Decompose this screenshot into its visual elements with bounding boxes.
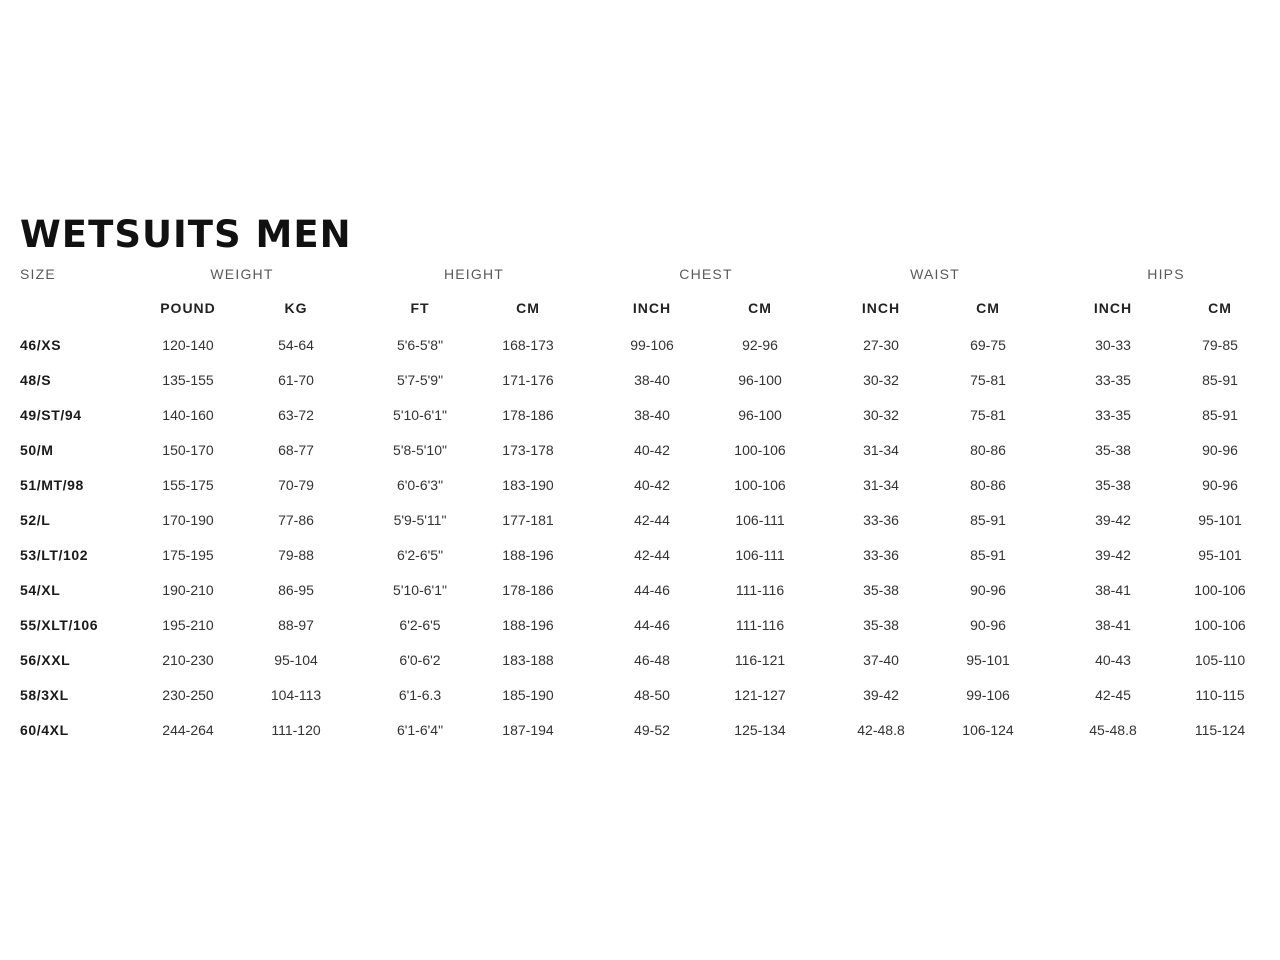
sub-header-waist-inch: INCH xyxy=(861,300,901,316)
cell-size: 56/XXL xyxy=(20,652,71,668)
cell-hips-cm: 90-96 xyxy=(1202,442,1238,458)
cell-hips-inch: 35-38 xyxy=(1095,442,1131,458)
cell-waist-cm: 85-91 xyxy=(970,547,1006,563)
cell-height-cm: 177-181 xyxy=(502,512,554,528)
cell-chest-inch: 40-42 xyxy=(634,477,670,493)
cell-hips-cm: 100-106 xyxy=(1194,617,1246,633)
group-header-weight: WEIGHT xyxy=(210,266,274,282)
cell-waist-cm: 90-96 xyxy=(970,617,1006,633)
cell-weight-kg: 86-95 xyxy=(278,582,314,598)
cell-waist-inch: 33-36 xyxy=(863,512,899,528)
cell-hips-inch: 38-41 xyxy=(1095,582,1131,598)
cell-weight-pound: 120-140 xyxy=(162,337,214,353)
cell-weight-pound: 150-170 xyxy=(162,442,214,458)
cell-chest-cm: 100-106 xyxy=(734,442,786,458)
cell-waist-cm: 80-86 xyxy=(970,442,1006,458)
cell-height-cm: 187-194 xyxy=(502,722,554,738)
cell-size: 58/3XL xyxy=(20,687,69,703)
cell-weight-pound: 155-175 xyxy=(162,477,214,493)
cell-weight-kg: 68-77 xyxy=(278,442,314,458)
cell-size: 49/ST/94 xyxy=(20,407,82,423)
cell-hips-inch: 40-43 xyxy=(1095,652,1131,668)
cell-chest-inch: 49-52 xyxy=(634,722,670,738)
cell-height-ft: 5'6-5'8" xyxy=(396,337,444,353)
cell-chest-cm: 106-111 xyxy=(735,512,785,528)
cell-chest-inch: 48-50 xyxy=(634,687,670,703)
cell-hips-inch: 42-45 xyxy=(1095,687,1131,703)
cell-weight-kg: 70-79 xyxy=(278,477,314,493)
cell-waist-inch: 35-38 xyxy=(863,617,899,633)
table-row xyxy=(0,615,1280,650)
cell-hips-inch: 33-35 xyxy=(1095,407,1131,423)
cell-weight-pound: 244-264 xyxy=(162,722,214,738)
cell-hips-inch: 35-38 xyxy=(1095,477,1131,493)
group-header-chest: CHEST xyxy=(679,266,733,282)
cell-hips-cm: 90-96 xyxy=(1202,477,1238,493)
cell-chest-inch: 40-42 xyxy=(634,442,670,458)
cell-size: 48/S xyxy=(20,372,52,388)
cell-waist-inch: 42-48.8 xyxy=(857,722,905,738)
cell-weight-pound: 170-190 xyxy=(162,512,214,528)
cell-waist-inch: 31-34 xyxy=(863,442,899,458)
cell-waist-cm: 75-81 xyxy=(970,407,1006,423)
cell-chest-cm: 125-134 xyxy=(734,722,786,738)
cell-height-ft: 6'0-6'2 xyxy=(399,652,441,668)
cell-waist-cm: 95-101 xyxy=(966,652,1010,668)
cell-hips-cm: 105-110 xyxy=(1194,652,1246,668)
cell-hips-inch: 38-41 xyxy=(1095,617,1131,633)
cell-weight-pound: 190-210 xyxy=(162,582,214,598)
chart-title: WETSUITS MEN xyxy=(20,213,352,256)
cell-chest-cm: 106-111 xyxy=(735,547,785,563)
cell-chest-inch: 42-44 xyxy=(634,547,670,563)
cell-weight-pound: 210-230 xyxy=(162,652,214,668)
cell-chest-inch: 42-44 xyxy=(634,512,670,528)
cell-chest-cm: 100-106 xyxy=(734,477,786,493)
cell-chest-cm: 92-96 xyxy=(742,337,778,353)
sub-header-hips-cm: CM xyxy=(1208,300,1232,316)
group-header-waist: WAIST xyxy=(910,266,960,282)
cell-height-ft: 6'1-6.3 xyxy=(398,687,442,703)
cell-waist-cm: 106-124 xyxy=(962,722,1014,738)
cell-hips-cm: 95-101 xyxy=(1198,547,1242,563)
cell-hips-cm: 110-115 xyxy=(1195,687,1245,703)
cell-height-ft: 5'10-6'1" xyxy=(393,407,447,423)
cell-waist-cm: 90-96 xyxy=(970,582,1006,598)
table-row xyxy=(0,335,1280,370)
sub-header-weight-kg: KG xyxy=(284,300,308,316)
cell-height-cm: 178-186 xyxy=(502,582,554,598)
cell-height-cm: 171-176 xyxy=(502,372,554,388)
table-row xyxy=(0,650,1280,685)
table-row xyxy=(0,440,1280,475)
table-row xyxy=(0,580,1280,615)
cell-hips-cm: 115-124 xyxy=(1194,722,1246,738)
cell-height-ft: 6'2-6'5" xyxy=(396,547,444,563)
cell-hips-inch: 33-35 xyxy=(1095,372,1131,388)
sub-header-waist-cm: CM xyxy=(976,300,1000,316)
cell-weight-pound: 230-250 xyxy=(162,687,214,703)
cell-height-cm: 188-196 xyxy=(502,617,554,633)
sub-header-weight-pound: POUND xyxy=(160,300,216,316)
cell-hips-cm: 95-101 xyxy=(1198,512,1242,528)
table-row xyxy=(0,510,1280,545)
cell-chest-inch: 44-46 xyxy=(634,582,670,598)
cell-weight-kg: 111-120 xyxy=(271,722,321,738)
cell-chest-cm: 111-116 xyxy=(735,617,785,633)
cell-weight-kg: 63-72 xyxy=(278,407,314,423)
cell-weight-kg: 104-113 xyxy=(270,687,322,703)
sub-header-chest-cm: CM xyxy=(748,300,772,316)
cell-waist-cm: 69-75 xyxy=(970,337,1006,353)
cell-size: 55/XLT/106 xyxy=(20,617,99,633)
cell-weight-kg: 54-64 xyxy=(278,337,314,353)
sub-header-chest-inch: INCH xyxy=(632,300,672,316)
cell-chest-cm: 96-100 xyxy=(738,372,782,388)
cell-weight-kg: 77-86 xyxy=(278,512,314,528)
cell-height-ft: 6'2-6'5 xyxy=(399,617,441,633)
cell-waist-inch: 31-34 xyxy=(863,477,899,493)
table-row xyxy=(0,370,1280,405)
cell-chest-cm: 116-121 xyxy=(734,652,786,668)
cell-waist-cm: 85-91 xyxy=(970,512,1006,528)
sub-header-height-ft: FT xyxy=(410,300,430,316)
cell-height-cm: 183-190 xyxy=(502,477,554,493)
cell-hips-inch: 39-42 xyxy=(1095,547,1131,563)
cell-hips-cm: 85-91 xyxy=(1202,372,1238,388)
cell-chest-inch: 38-40 xyxy=(634,372,670,388)
cell-size: 60/4XL xyxy=(20,722,69,738)
cell-waist-inch: 37-40 xyxy=(863,652,899,668)
table-row xyxy=(0,720,1280,755)
group-header-height: HEIGHT xyxy=(443,266,505,282)
cell-waist-inch: 35-38 xyxy=(863,582,899,598)
cell-hips-inch: 30-33 xyxy=(1095,337,1131,353)
cell-hips-inch: 39-42 xyxy=(1095,512,1131,528)
group-header-size: SIZE xyxy=(20,266,56,282)
cell-waist-cm: 80-86 xyxy=(970,477,1006,493)
cell-height-ft: 5'10-6'1" xyxy=(393,582,447,598)
cell-chest-inch: 46-48 xyxy=(634,652,670,668)
cell-waist-cm: 99-106 xyxy=(966,687,1010,703)
cell-hips-cm: 100-106 xyxy=(1194,582,1246,598)
cell-height-cm: 183-188 xyxy=(502,652,554,668)
cell-waist-inch: 27-30 xyxy=(863,337,899,353)
cell-weight-kg: 61-70 xyxy=(278,372,314,388)
cell-weight-kg: 95-104 xyxy=(274,652,318,668)
cell-weight-pound: 140-160 xyxy=(162,407,214,423)
cell-height-ft: 5'8-5'10" xyxy=(393,442,447,458)
cell-height-ft: 6'1-6'4" xyxy=(396,722,444,738)
cell-waist-inch: 33-36 xyxy=(863,547,899,563)
cell-waist-inch: 39-42 xyxy=(863,687,899,703)
cell-height-cm: 188-196 xyxy=(502,547,554,563)
cell-size: 51/MT/98 xyxy=(20,477,84,493)
cell-height-cm: 185-190 xyxy=(502,687,554,703)
cell-height-cm: 173-178 xyxy=(502,442,554,458)
cell-chest-cm: 111-116 xyxy=(735,582,785,598)
cell-weight-pound: 195-210 xyxy=(162,617,214,633)
cell-waist-inch: 30-32 xyxy=(863,407,899,423)
table-row xyxy=(0,405,1280,440)
cell-chest-cm: 121-127 xyxy=(734,687,786,703)
group-header-hips: HIPS xyxy=(1147,266,1185,282)
cell-waist-cm: 75-81 xyxy=(970,372,1006,388)
cell-hips-cm: 85-91 xyxy=(1202,407,1238,423)
cell-chest-inch: 99-106 xyxy=(630,337,674,353)
cell-height-ft: 6'0-6'3" xyxy=(396,477,444,493)
cell-chest-inch: 44-46 xyxy=(634,617,670,633)
cell-height-ft: 5'9-5'11" xyxy=(393,512,447,528)
cell-weight-pound: 175-195 xyxy=(162,547,214,563)
sub-header-hips-inch: INCH xyxy=(1093,300,1133,316)
cell-waist-inch: 30-32 xyxy=(863,372,899,388)
cell-weight-pound: 135-155 xyxy=(162,372,214,388)
cell-size: 46/XS xyxy=(20,337,62,353)
table-row xyxy=(0,475,1280,510)
cell-size: 54/XL xyxy=(20,582,61,598)
cell-height-ft: 5'7-5'9" xyxy=(396,372,444,388)
cell-height-cm: 168-173 xyxy=(502,337,554,353)
table-row xyxy=(0,545,1280,580)
table-row xyxy=(0,685,1280,720)
cell-chest-inch: 38-40 xyxy=(634,407,670,423)
cell-chest-cm: 96-100 xyxy=(738,407,782,423)
cell-weight-kg: 88-97 xyxy=(278,617,314,633)
cell-weight-kg: 79-88 xyxy=(278,547,314,563)
cell-hips-inch: 45-48.8 xyxy=(1089,722,1137,738)
cell-size: 50/M xyxy=(20,442,54,458)
cell-hips-cm: 79-85 xyxy=(1202,337,1238,353)
sub-header-height-cm: CM xyxy=(516,300,540,316)
cell-size: 52/L xyxy=(20,512,51,528)
cell-height-cm: 178-186 xyxy=(502,407,554,423)
cell-size: 53/LT/102 xyxy=(20,547,89,563)
